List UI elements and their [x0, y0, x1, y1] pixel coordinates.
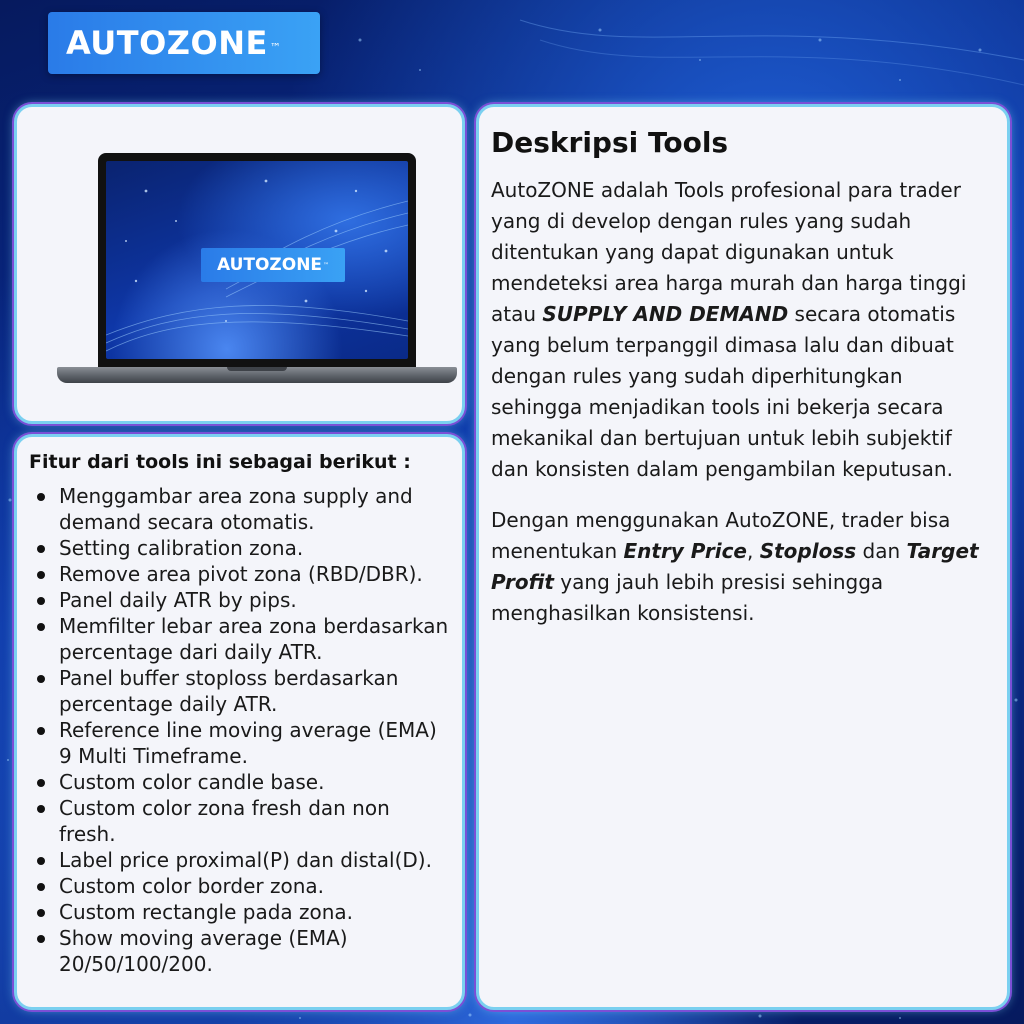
- desc-p1-emphasis: SUPPLY AND DEMAND: [542, 302, 789, 326]
- feature-item: Setting calibration zona.: [29, 535, 452, 561]
- feature-item: Reference line moving average (EMA) 9 Multi Timeframe.: [29, 717, 452, 769]
- desc-p2-target-profit: Target Profit: [491, 539, 979, 594]
- feature-item: Show moving average (EMA) 20/50/100/200.: [29, 925, 452, 977]
- feature-item: Custom color candle base.: [29, 769, 452, 795]
- features-list: [29, 483, 452, 977]
- feature-item: Label price proximal(P) dan distal(D).: [29, 847, 452, 873]
- brand-trademark: ™: [269, 40, 281, 54]
- desc-p1-text-end: secara otomatis yang belum terpanggil dimasa lalu dan dibuat dengan rules yang sudah diperhitungkan sehingga menjadikan tools ini bekerja secara mekanikal dan bertujuan untuk lebih subjektif dan konsisten dalam pengambilan keputusan.: [491, 302, 956, 481]
- description-paragraph-2: [491, 505, 995, 629]
- desc-p2-sep-2: dan: [856, 539, 907, 563]
- desc-p2-entry-price: Entry Price: [623, 539, 747, 563]
- screen-brand-badge: [201, 248, 345, 282]
- desc-p2-text: Dengan menggunakan AutoZONE, trader bisa menentukan: [491, 508, 951, 563]
- feature-item: Panel buffer stoploss berdasarkan percentage daily ATR.: [29, 665, 452, 717]
- desc-p2-sep-1: ,: [747, 539, 760, 563]
- features-title: Fitur dari tools ini sebagai berikut :: [29, 451, 411, 473]
- description-panel: [476, 104, 1010, 1010]
- feature-item: Menggambar area zona supply and demand secara otomatis.: [29, 483, 452, 535]
- screen-brand-trademark: ™: [323, 261, 330, 269]
- desc-p1-text: AutoZONE adalah Tools profesional para trader yang di develop dengan rules yang sudah ditentukan yang dapat digunakan untuk mendeteksi area harga murah dan harga tinggi atau: [491, 178, 967, 326]
- screen-brand-text: AUTOZONE: [216, 255, 323, 275]
- feature-item: Remove area pivot zona (RBD/DBR).: [29, 561, 452, 587]
- brand-badge: [48, 12, 320, 74]
- laptop-notch: [239, 153, 275, 161]
- feature-item: Panel daily ATR by pips.: [29, 587, 452, 613]
- desc-p2-stoploss: Stoploss: [759, 539, 857, 563]
- laptop-base: [57, 367, 457, 383]
- features-panel: [14, 434, 465, 1010]
- brand-logo-text: AUTOZONE: [66, 24, 268, 62]
- laptop-base-notch: [227, 367, 287, 371]
- desc-p2-text-end: yang jauh lebih presisi sehingga menghasilkan konsistensi.: [491, 570, 884, 625]
- feature-item: Custom color border zona.: [29, 873, 452, 899]
- description-paragraph-1: [491, 175, 995, 485]
- feature-item: Custom color zona fresh dan non fresh.: [29, 795, 452, 847]
- laptop-illustration: [57, 153, 457, 385]
- feature-item: Custom rectangle pada zona.: [29, 899, 452, 925]
- description-title: Deskripsi Tools: [491, 126, 729, 159]
- product-image-panel: [14, 104, 465, 424]
- laptop-screen: [106, 161, 408, 359]
- laptop-screen-frame: [98, 153, 416, 367]
- feature-item: Memfilter lebar area zona berdasarkan percentage dari daily ATR.: [29, 613, 452, 665]
